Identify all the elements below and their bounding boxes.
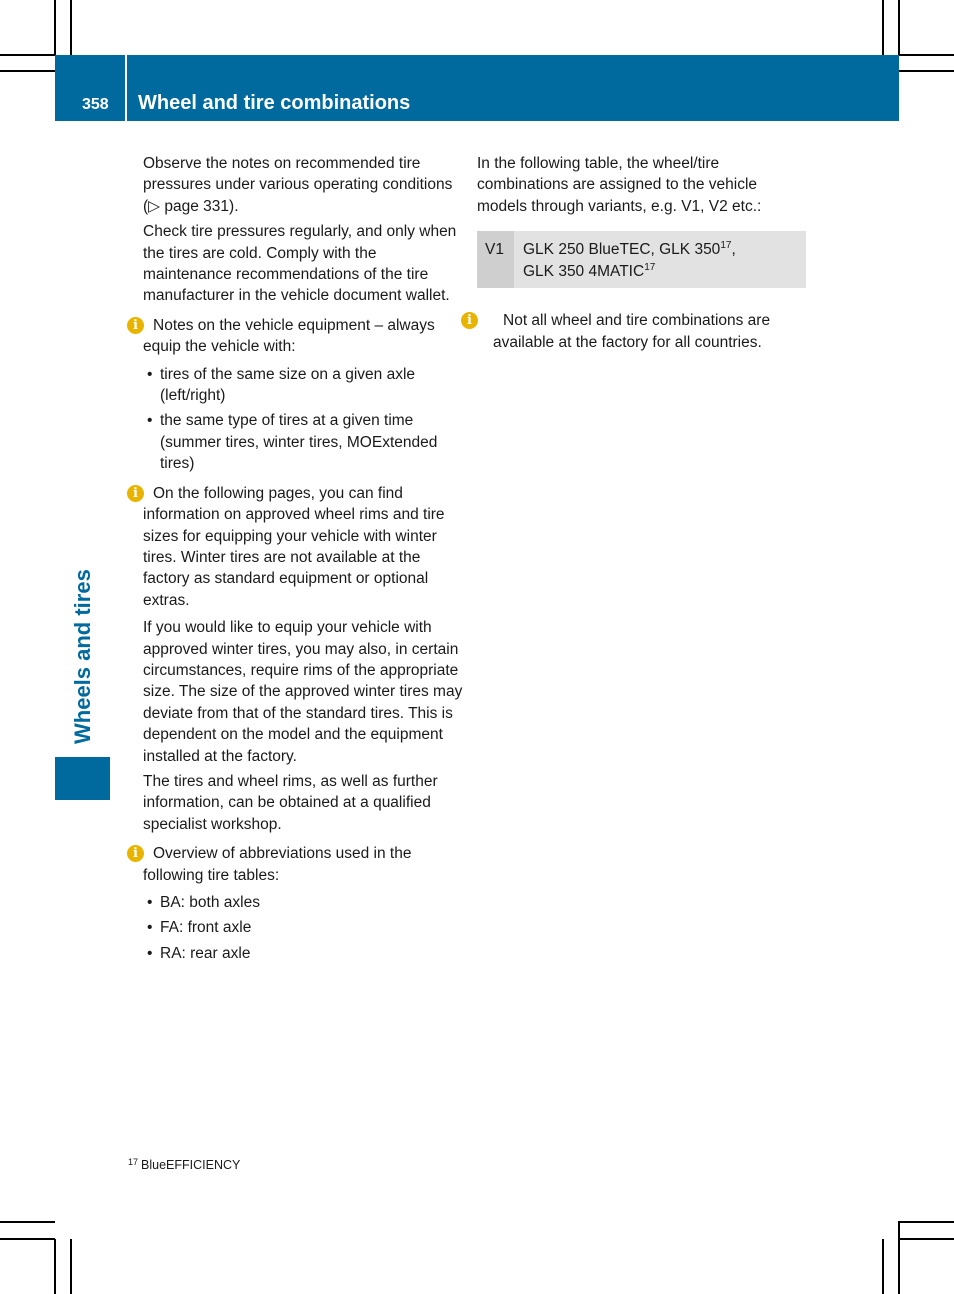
crop-mark — [0, 70, 55, 72]
footnote-ref: 17 — [720, 240, 732, 252]
paragraph: The tires and wheel rims, as well as further information, can be obtained at a qualified specialist workshop. — [143, 772, 438, 833]
variant-model-text: GLK 250 BlueTEC, GLK 350 — [523, 241, 721, 259]
footnote-ref: 17 — [644, 261, 656, 273]
crop-mark — [899, 54, 954, 56]
info-icon: i — [127, 845, 144, 862]
section-side-tab: Wheels and tires — [70, 569, 95, 744]
info-note — [133, 315, 463, 358]
info-icon: i — [127, 485, 144, 502]
info-note — [467, 310, 807, 353]
crop-mark — [70, 0, 72, 55]
footnote — [128, 1158, 240, 1173]
crop-mark — [882, 1239, 884, 1294]
variant-separator: , — [731, 241, 736, 259]
crop-mark — [898, 0, 900, 55]
left-column — [133, 153, 463, 972]
list-item: • RA: rear axle — [160, 943, 463, 964]
list-item: • BA: both axles — [160, 892, 463, 913]
info-note — [133, 483, 463, 611]
variant-value-cell — [523, 239, 803, 282]
note-text — [477, 310, 807, 353]
crop-mark — [899, 1221, 954, 1223]
crop-mark — [70, 1239, 72, 1294]
page-number-text: 358 — [82, 96, 109, 113]
paragraph: If you would like to equip your vehicle with approved winter tires, you may also, in certain circumstances, require rims of the appropriate size. The size of the approved winter tires may deviate from that of the standard tires. This is dependent on the model and the equipment installed at the factory. — [143, 619, 463, 765]
page-number — [55, 55, 125, 121]
header-divider — [125, 55, 127, 121]
right-column — [467, 153, 807, 359]
note-text: Overview of abbreviations used in the following tire tables: — [143, 845, 412, 884]
crop-mark — [882, 0, 884, 55]
note-text-content: Not all wheel and tire combinations are available at the factory for all countries. — [493, 312, 771, 351]
info-icon: i — [461, 312, 478, 329]
crop-mark — [54, 0, 56, 55]
note-text: On the following pages, you can find information on approved wheel rims and tire sizes for equipping your vehicle with winter tires. Winter tires are not available at the factory as standard equipment or optional extras. — [143, 484, 445, 609]
note-text: Notes on the vehicle equipment – always equip the vehicle with: — [143, 316, 435, 356]
paragraph: Observe the notes on recommended tire pressures under various operating conditions (▷ page 331). — [143, 155, 453, 215]
info-icon: i — [127, 317, 144, 334]
list-item: • the same type of tires at a given time (summer tires, winter tires, MOExtended tires) — [160, 410, 463, 474]
footnote-number: 17 — [128, 1157, 139, 1167]
list-item: • tires of the same size on a given axle (left/right) — [160, 364, 463, 407]
paragraph: Check tire pressures regularly, and only when the tires are cold. Comply with the maintenance recommendations of the tire manufacturer in the vehicle document wallet. — [143, 223, 457, 305]
page-title: Wheel and tire combinations — [138, 92, 411, 114]
bullet-list — [143, 364, 463, 475]
info-note — [133, 843, 463, 886]
crop-mark — [0, 54, 55, 56]
footnote-text: BlueEFFICIENCY — [141, 1158, 241, 1172]
page-header — [55, 55, 899, 121]
variant-key-cell: V1 — [477, 231, 514, 288]
crop-mark — [54, 1239, 56, 1294]
bullet-list — [143, 892, 463, 964]
variant-model-text: GLK 350 4MATIC — [523, 262, 645, 280]
section-side-tab-marker — [55, 757, 110, 800]
crop-mark — [898, 1221, 900, 1294]
crop-mark — [899, 70, 954, 72]
list-item: • FA: front axle — [160, 917, 463, 938]
variant-table — [477, 231, 806, 288]
crop-mark — [899, 1238, 954, 1240]
crop-mark — [0, 1221, 55, 1223]
crop-mark — [0, 1238, 55, 1240]
paragraph: In the following table, the wheel/tire combinations are assigned to the vehicle models through variants, e.g. V1, V2 etc.: — [477, 155, 762, 215]
